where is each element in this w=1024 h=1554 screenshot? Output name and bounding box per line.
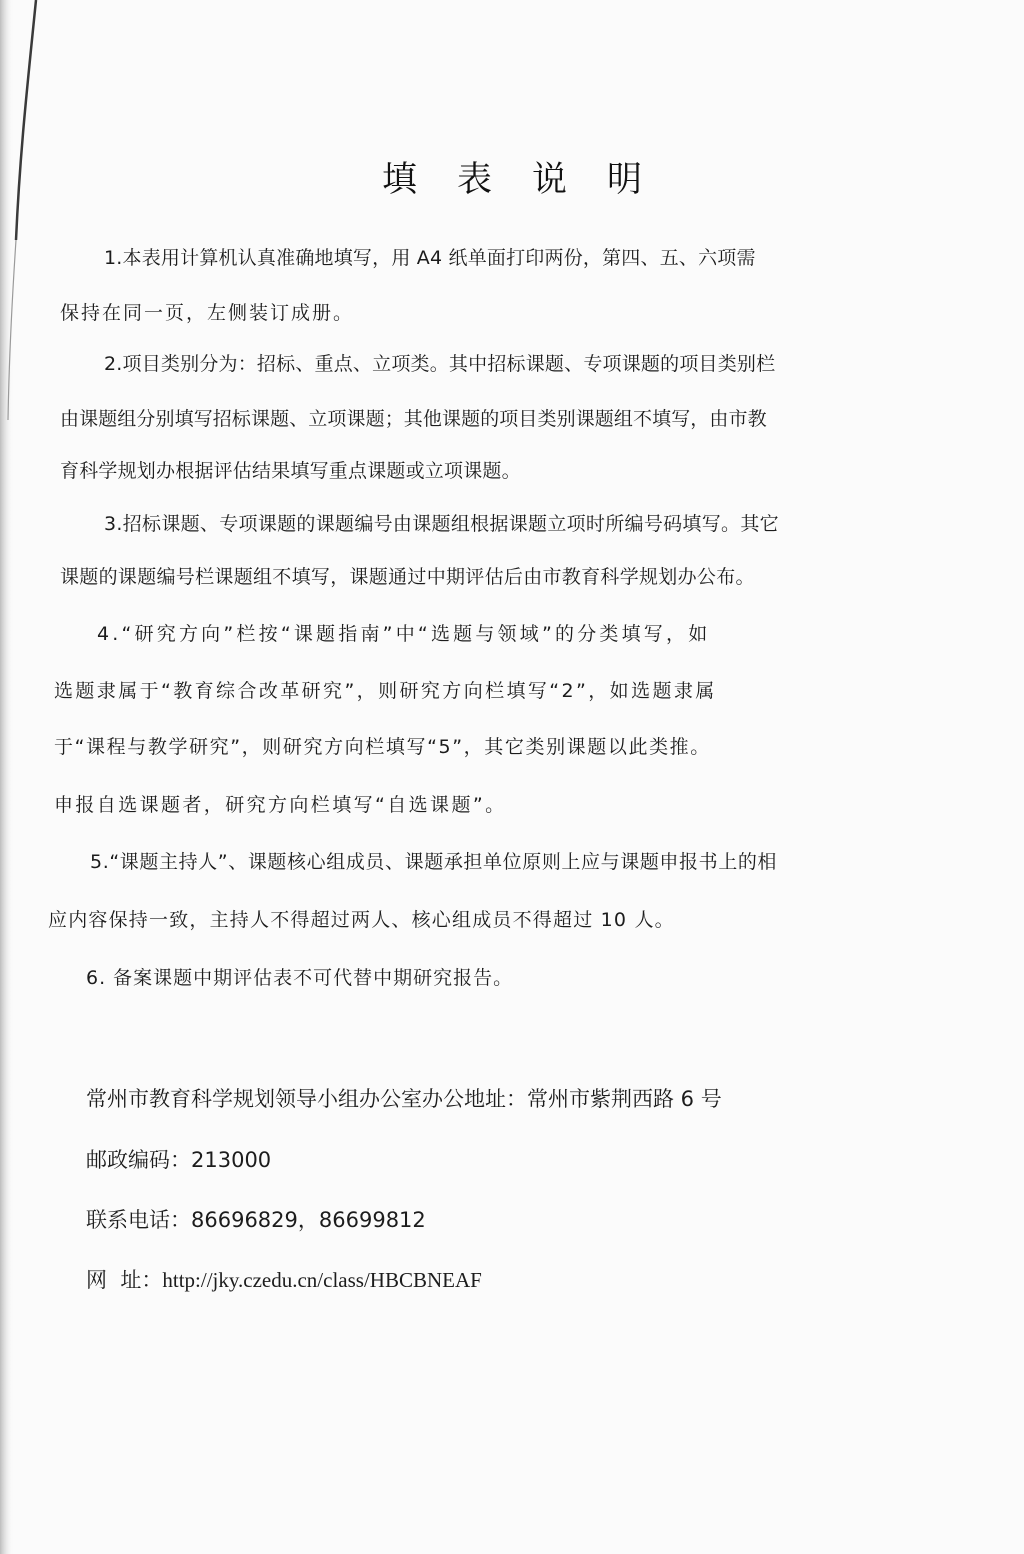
website-url: http://jky.czedu.cn/class/HBCBNEAF [162, 1268, 482, 1292]
postcode-line [86, 1146, 271, 1174]
scan-edge-shadow [0, 0, 40, 1554]
item-3-line-2: 课题的课题编号栏课题组不填写，课题通过中期评估后由市教育科学规划办公布。 [60, 566, 755, 588]
phone-label: 联系电话： [86, 1208, 191, 1232]
phone-line [86, 1206, 426, 1234]
item-6-line-1: 6. 备案课题中期评估表不可代替中期研究报告。 [86, 967, 514, 989]
page-title: 填表说明 [381, 160, 682, 200]
item-2-line-2: 由课题组分别填写招标课题、立项课题；其他课题的项目类别课题组不填写，由市教 [60, 408, 767, 430]
item-5-line-2: 应内容保持一致，主持人不得超过两人、核心组成员不得超过 10 人。 [48, 909, 675, 931]
office-address: 常州市教育科学规划领导小组办公室办公地址：常州市紫荆西路 6 号 [86, 1087, 722, 1111]
item-4-line-1: 4.“研究方向”栏按“课题指南”中“选题与领域”的分类填写，如 [97, 623, 711, 645]
item-4-line-3: 于“课程与教学研究”，则研究方向栏填写“5”，其它类别课题以此类推。 [54, 736, 711, 758]
item-2-line-3: 育科学规划办根据评估结果填写重点课题或立项课题。 [60, 460, 521, 482]
item-3-line-1: 3.招标课题、专项课题的课题编号由课题组根据课题立项时所编号码填写。其它 [104, 513, 779, 535]
item-1-line-2: 保持在同一页，左侧装订成册。 [60, 302, 355, 324]
item-5-line-1: 5.“课题主持人”、课题核心组成员、课题承担单位原则上应与课题申报书上的相 [90, 851, 778, 873]
phone-value: 86696829，86699812 [191, 1208, 426, 1232]
item-4-line-4: 申报自选课题者，研究方向栏填写“自选课题”。 [54, 794, 507, 816]
item-2-line-1: 2.项目类别分为：招标、重点、立项类。其中招标课题、专项课题的项目类别栏 [104, 353, 776, 375]
postcode-value: 213000 [191, 1148, 272, 1172]
item-1-line-1: 1.本表用计算机认真准确地填写，用 A4 纸单面打印两份，第四、五、六项需 [104, 247, 756, 269]
website-line [86, 1266, 482, 1294]
item-4-line-2: 选题隶属于“教育综合改革研究”，则研究方向栏填写“2”，如选题隶属 [54, 680, 717, 702]
website-label: 网 址： [86, 1268, 163, 1292]
postcode-label: 邮政编码： [86, 1148, 191, 1172]
